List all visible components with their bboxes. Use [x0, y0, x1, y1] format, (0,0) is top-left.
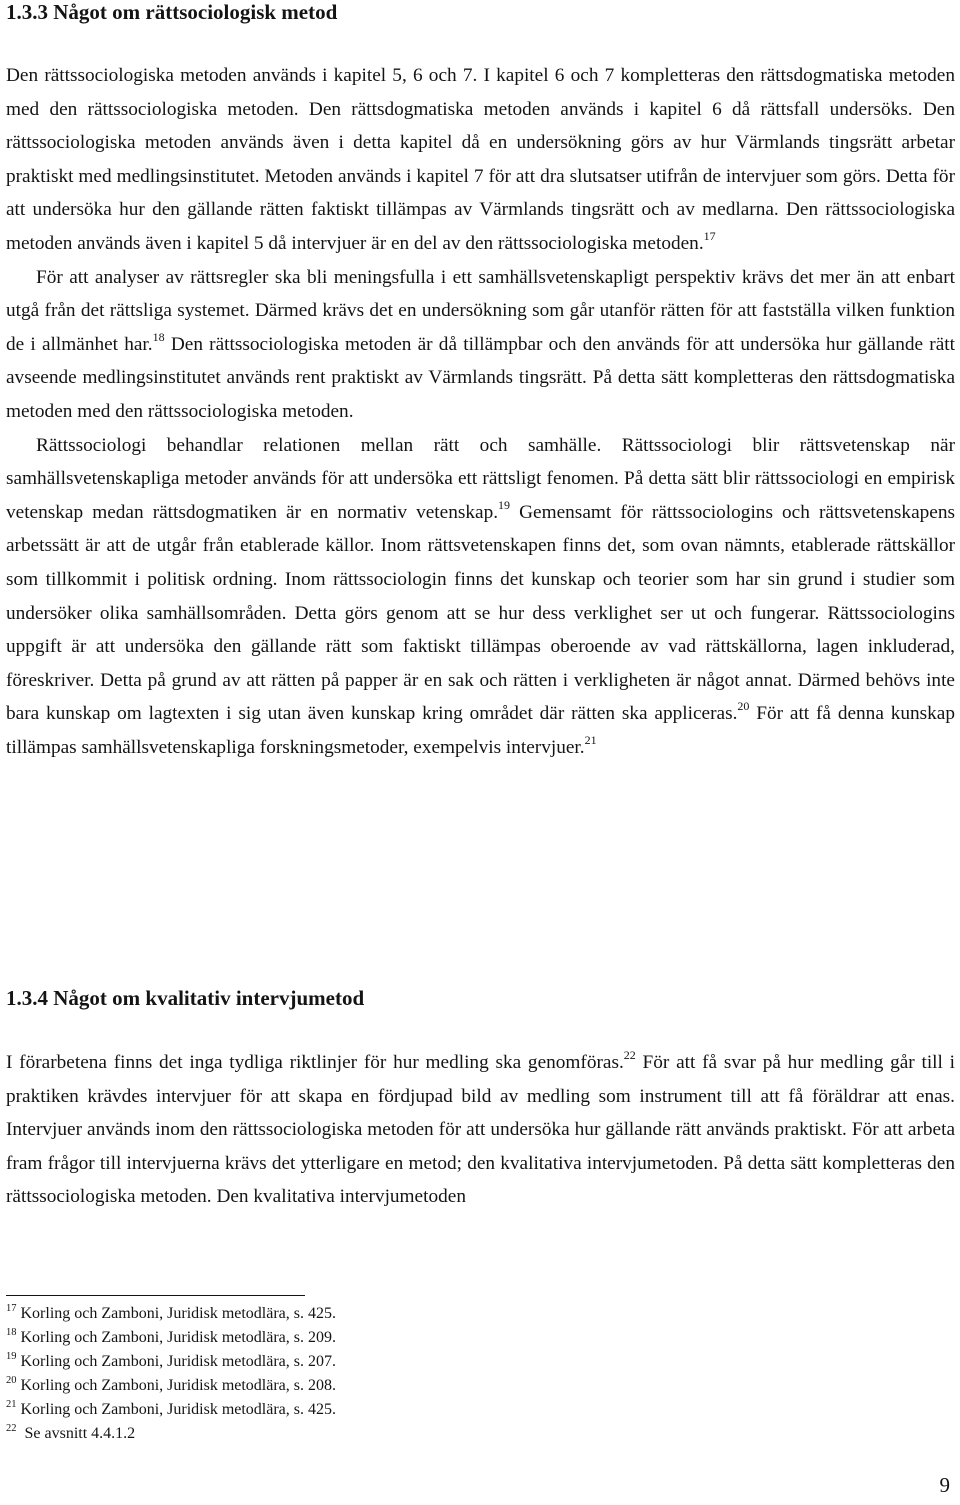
footnote-ref-22[interactable]: 22 [623, 1048, 636, 1062]
footnote-ref-21[interactable]: 21 [584, 732, 597, 747]
body-text: I förarbetena finns det inga tydliga riktlinjer för hur medling ska genomföras. [6, 1052, 624, 1073]
body-text: Den rättssociologiska metoden är då tillämpbar och den används för att undersöka hur gällande rätt avseende medlingsinstitutet används rent praktiskt av Värmlands tingsrätt. På detta sätt kompletteras den rättsdogmatiska metoden med den rättssociologiska metoden. [6, 333, 955, 422]
section-heading-1-3-4: 1.3.4 Något om kvalitativ intervjumetod [6, 986, 365, 1010]
footnote-ref-18[interactable]: 18 [152, 329, 165, 344]
footnote-19: $^{19}$ Korling och Zamboni, Juridisk metodlära, s. 207. [6, 1351, 337, 1371]
footnote-22: $^{22}$ Se avsnitt 4.4.1.2 [6, 1423, 136, 1443]
body-text: Rättssociologi behandlar relationen mellan rätt och samhälle. Rättssociologi blir rättsvetenskap när samhällsvetenskapliga metoder används för att undersöka ett rättsligt fenomen. På detta sätt blir rättssociologi en empirisk vetenskap medan rättsdogmatiken är en normativ vetenskap. [6, 434, 955, 523]
footnote-21: $^{21}$ Korling och Zamboni, Juridisk metodlära, s. 425. [6, 1399, 337, 1419]
body-text: För att få denna kunskap tillämpas samhällsvetenskapliga forskningsmetoder, exempelvis intervjuer. [6, 703, 955, 758]
footnotes [6, 1302, 706, 1447]
footnote-separator [6, 1295, 305, 1296]
footnote-18: $^{18}$ Korling och Zamboni, Juridisk metodlära, s. 209. [6, 1327, 337, 1347]
body-text: För att få svar på hur medling går till i praktiken krävdes intervjuer för att skapa en fördjupad bild av medling som instrument till att få föräldrar att enas. Intervjuer används inom den rättssociologiska metoden för att undersöka hur gällande rätt används praktiskt. För att arbeta fram frågor till intervjuerna krävs det ytterligare en metod; den kvalitativa intervjumetoden. På detta sätt kompletteras den rättssociologiska metoden. Den kvalitativa intervjumetoden [6, 1052, 956, 1208]
footnote-ref-19[interactable]: 19 [498, 497, 511, 512]
footnote-17: $^{17}$ Korling och Zamboni, Juridisk metodlära, s. 425. [6, 1303, 337, 1322]
footnote-ref-17[interactable]: 17 [703, 228, 716, 243]
body-text: Den rättssociologiska metoden används i kapitel 5, 6 och 7. I kapitel 6 och 7 kompletteras den rättsdogmatiska metoden med den rättssociologiska metoden. Den rättsdogmatiska metoden används i kapitel 6 då rättsfall undersöks. Den rättssociologiska metoden används även i detta kapitel då en undersökning görs av hur Värmlands tingsrätt arbetar praktiskt med medlingsinstitutet. Metoden används i kapitel 7 för att dra slutsatser utifrån de intervjuer som görs. Detta för att undersöka hur den gällande rätten faktiskt tillämpas av Värmlands tingsrätt och av medlarna. Den rättssociologiska metoden används även i kapitel 5 då intervjuer är en del av den rättssociologiska metoden. [6, 65, 955, 254]
section-heading-1-3-3: 1.3.3 Något om rättsociologisk metod [6, 0, 338, 24]
footnote-20: $^{20}$ Korling och Zamboni, Juridisk metodlära, s. 208. [6, 1375, 337, 1395]
section-1-3-3-body [6, 59, 955, 764]
page-number: 9 [939, 1473, 950, 1497]
section-1-3-4-body [6, 1046, 955, 1214]
body-text: Gemensamt för rättssociologins och rättsvetenskapens arbetssätt är att de utgår från etablerade källor. Inom rättsvetenskapen finns det, som ovan nämnts, etablerade rättskällor som tillkommit i politisk ordning. Inom rättssociologin finns det kunskap och teorier som har sin grund i studier som undersöker olika samhällsområden. Detta görs genom att se hur dess verklighet ser ut och fungerar. Rättssociologins uppgift är att undersöka den gällande rätt som faktiskt tillämpas oberoende av vad rättskällorna, lagen inkluderad, föreskriver. Detta på grund av att rätten på papper är en sak och rätten i verkligheten är något annat. Därmed behövs inte bara kunskap om lagtexten i sig utan även kunskap kring området där rätten ska appliceras. [6, 501, 955, 725]
body-text: För att analyser av rättsregler ska bli meningsfulla i ett samhällsvetenskapligt perspektiv krävs det mer än att enbart utgå från det rättsliga systemet. Därmed krävs det en undersökning som går utanför rätten för att fastställa vilken funktion de i allmänhet har. [6, 266, 955, 355]
footnote-ref-20[interactable]: 20 [737, 699, 750, 714]
